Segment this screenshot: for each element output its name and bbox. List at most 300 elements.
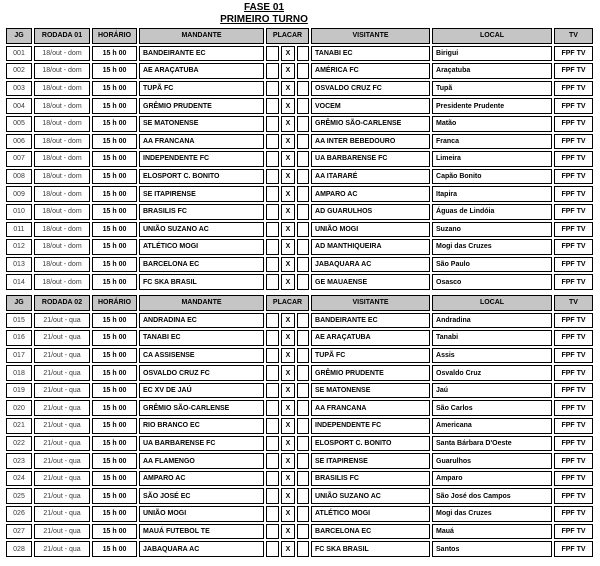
placar-x-cell: X [281, 524, 295, 540]
placar-x-cell: X [281, 63, 295, 79]
header-row [6, 28, 593, 44]
date-cell: 21/out - qua [34, 365, 90, 381]
date-cell: 21/out - qua [34, 348, 90, 364]
col-header-horario: HORÁRIO [92, 28, 137, 44]
local-cell: Itapira [432, 186, 552, 202]
placar-x-cell: X [281, 257, 295, 273]
date-cell: 21/out - qua [34, 400, 90, 416]
away-score-cell [297, 400, 309, 416]
match-row [6, 488, 593, 504]
tv-cell: FPF TV [554, 418, 593, 434]
home-score-cell [266, 436, 279, 452]
placar-x-cell: X [281, 330, 295, 346]
date-cell: 21/out - qua [34, 488, 90, 504]
placar-x-cell: X [281, 488, 295, 504]
home-team-cell: BARCELONA EC [139, 257, 264, 273]
home-team-cell: JABAQUARA AC [139, 541, 264, 557]
jg-cell: 024 [6, 471, 32, 487]
tv-cell: FPF TV [554, 63, 593, 79]
local-cell: Tanabi [432, 330, 552, 346]
jg-cell: 003 [6, 81, 32, 97]
home-team-cell: SÃO JOSÉ EC [139, 488, 264, 504]
date-cell: 21/out - qua [34, 471, 90, 487]
local-cell: Suzano [432, 222, 552, 238]
away-team-cell: ELOSPORT C. BONITO [311, 436, 430, 452]
jg-cell: 015 [6, 313, 32, 329]
home-score-cell [266, 541, 279, 557]
placar-x-cell: X [281, 541, 295, 557]
local-cell: Mogi das Cruzes [432, 506, 552, 522]
tv-cell: FPF TV [554, 436, 593, 452]
home-team-cell: INDEPENDENTE FC [139, 151, 264, 167]
match-row [6, 204, 593, 220]
jg-cell: 021 [6, 418, 32, 434]
date-cell: 21/out - qua [34, 418, 90, 434]
jg-cell: 001 [6, 46, 32, 62]
match-row [6, 222, 593, 238]
home-team-cell: ATLÉTICO MOGI [139, 239, 264, 255]
local-cell: Assis [432, 348, 552, 364]
tv-cell: FPF TV [554, 365, 593, 381]
tv-cell: FPF TV [554, 151, 593, 167]
local-cell: Capão Bonito [432, 169, 552, 185]
placar-x-cell: X [281, 313, 295, 329]
jg-cell: 023 [6, 453, 32, 469]
away-team-cell: VOCEM [311, 98, 430, 114]
match-row [6, 63, 593, 79]
away-team-cell: AD GUARULHOS [311, 204, 430, 220]
local-cell: Amparo [432, 471, 552, 487]
time-cell: 15 h 00 [92, 524, 137, 540]
date-cell: 21/out - qua [34, 436, 90, 452]
home-team-cell: MAUÁ FUTEBOL TE [139, 524, 264, 540]
away-score-cell [297, 471, 309, 487]
home-team-cell: AMPARO AC [139, 471, 264, 487]
rodada-01-table [4, 26, 595, 292]
away-score-cell [297, 116, 309, 132]
time-cell: 15 h 00 [92, 46, 137, 62]
placar-x-cell: X [281, 169, 295, 185]
col-header-horario: HORÁRIO [92, 295, 137, 311]
local-cell: Guarulhos [432, 453, 552, 469]
col-header-rodada: RODADA 02 [34, 295, 90, 311]
away-team-cell: GE MAUAENSE [311, 274, 430, 290]
match-row [6, 330, 593, 346]
away-team-cell: JABAQUARA AC [311, 257, 430, 273]
match-row [6, 239, 593, 255]
tv-cell: FPF TV [554, 134, 593, 150]
home-score-cell [266, 46, 279, 62]
home-score-cell [266, 222, 279, 238]
home-score-cell [266, 418, 279, 434]
date-cell: 18/out - dom [34, 222, 90, 238]
away-score-cell [297, 313, 309, 329]
placar-x-cell: X [281, 151, 295, 167]
home-team-cell: UNIÃO SUZANO AC [139, 222, 264, 238]
jg-cell: 027 [6, 524, 32, 540]
tv-cell: FPF TV [554, 471, 593, 487]
jg-cell: 026 [6, 506, 32, 522]
jg-cell: 013 [6, 257, 32, 273]
col-header-placar: PLACAR [266, 295, 309, 311]
jg-cell: 011 [6, 222, 32, 238]
title-fase: FASE 01 [243, 2, 285, 13]
jg-cell: 016 [6, 330, 32, 346]
away-score-cell [297, 257, 309, 273]
home-team-cell: RIO BRANCO EC [139, 418, 264, 434]
match-row [6, 524, 593, 540]
col-header-local: LOCAL [432, 28, 552, 44]
tv-cell: FPF TV [554, 186, 593, 202]
col-header-rodada: RODADA 01 [34, 28, 90, 44]
home-score-cell [266, 169, 279, 185]
date-cell: 18/out - dom [34, 63, 90, 79]
home-team-cell: CA ASSISENSE [139, 348, 264, 364]
away-team-cell: OSVALDO CRUZ FC [311, 81, 430, 97]
tv-cell: FPF TV [554, 222, 593, 238]
home-team-cell: FC SKA BRASIL [139, 274, 264, 290]
placar-x-cell: X [281, 204, 295, 220]
jg-cell: 025 [6, 488, 32, 504]
date-cell: 18/out - dom [34, 257, 90, 273]
away-score-cell [297, 436, 309, 452]
date-cell: 21/out - qua [34, 453, 90, 469]
home-team-cell: EC XV DE JAÚ [139, 383, 264, 399]
away-score-cell [297, 98, 309, 114]
rodada-02-table [4, 293, 595, 559]
home-team-cell: UA BARBARENSE FC [139, 436, 264, 452]
match-row [6, 313, 593, 329]
away-score-cell [297, 383, 309, 399]
match-row [6, 151, 593, 167]
home-team-cell: AE ARAÇATUBA [139, 63, 264, 79]
match-row [6, 383, 593, 399]
date-cell: 18/out - dom [34, 169, 90, 185]
time-cell: 15 h 00 [92, 222, 137, 238]
placar-x-cell: X [281, 348, 295, 364]
date-cell: 18/out - dom [34, 151, 90, 167]
time-cell: 15 h 00 [92, 400, 137, 416]
local-cell: Birigui [432, 46, 552, 62]
match-row [6, 169, 593, 185]
home-team-cell: ANDRADINA EC [139, 313, 264, 329]
local-cell: São Paulo [432, 257, 552, 273]
date-cell: 21/out - qua [34, 330, 90, 346]
time-cell: 15 h 00 [92, 257, 137, 273]
away-team-cell: AD MANTHIQUEIRA [311, 239, 430, 255]
placar-x-cell: X [281, 453, 295, 469]
time-cell: 15 h 00 [92, 204, 137, 220]
col-header-jg: JG [6, 295, 32, 311]
date-cell: 21/out - qua [34, 506, 90, 522]
home-team-cell: SE MATONENSE [139, 116, 264, 132]
placar-x-cell: X [281, 471, 295, 487]
placar-x-cell: X [281, 239, 295, 255]
page-title [0, 0, 528, 26]
home-score-cell [266, 116, 279, 132]
local-cell: Osvaldo Cruz [432, 365, 552, 381]
placar-x-cell: X [281, 383, 295, 399]
away-team-cell: BANDEIRANTE EC [311, 313, 430, 329]
match-row [6, 134, 593, 150]
away-score-cell [297, 348, 309, 364]
away-team-cell: AMÉRICA FC [311, 63, 430, 79]
away-score-cell [297, 46, 309, 62]
jg-cell: 002 [6, 63, 32, 79]
away-team-cell: AA INTER BEBEDOURO [311, 134, 430, 150]
placar-x-cell: X [281, 506, 295, 522]
local-cell: São José dos Campos [432, 488, 552, 504]
jg-cell: 005 [6, 116, 32, 132]
local-cell: Americana [432, 418, 552, 434]
away-score-cell [297, 186, 309, 202]
tv-cell: FPF TV [554, 46, 593, 62]
local-cell: Presidente Prudente [432, 98, 552, 114]
col-header-placar: PLACAR [266, 28, 309, 44]
match-row [6, 274, 593, 290]
tv-cell: FPF TV [554, 274, 593, 290]
col-header-visitante: VISITANTE [311, 28, 430, 44]
time-cell: 15 h 00 [92, 134, 137, 150]
away-team-cell: BRASILIS FC [311, 471, 430, 487]
time-cell: 15 h 00 [92, 330, 137, 346]
local-cell: Jaú [432, 383, 552, 399]
away-score-cell [297, 204, 309, 220]
col-header-tv: TV [554, 28, 593, 44]
tv-cell: FPF TV [554, 488, 593, 504]
jg-cell: 020 [6, 400, 32, 416]
match-row [6, 116, 593, 132]
col-header-visitante: VISITANTE [311, 295, 430, 311]
time-cell: 15 h 00 [92, 116, 137, 132]
away-team-cell: AA ITARARÉ [311, 169, 430, 185]
time-cell: 15 h 00 [92, 98, 137, 114]
away-team-cell: UNIÃO SUZANO AC [311, 488, 430, 504]
placar-x-cell: X [281, 436, 295, 452]
away-team-cell: SE MATONENSE [311, 383, 430, 399]
time-cell: 15 h 00 [92, 239, 137, 255]
placar-x-cell: X [281, 116, 295, 132]
home-score-cell [266, 330, 279, 346]
local-cell: Osasco [432, 274, 552, 290]
placar-x-cell: X [281, 81, 295, 97]
away-score-cell [297, 330, 309, 346]
placar-x-cell: X [281, 98, 295, 114]
away-score-cell [297, 239, 309, 255]
home-score-cell [266, 524, 279, 540]
local-cell: Santos [432, 541, 552, 557]
match-row [6, 186, 593, 202]
local-cell: Andradina [432, 313, 552, 329]
home-team-cell: UNIÃO MOGI [139, 506, 264, 522]
tv-cell: FPF TV [554, 169, 593, 185]
local-cell: Araçatuba [432, 63, 552, 79]
home-score-cell [266, 506, 279, 522]
away-score-cell [297, 506, 309, 522]
away-score-cell [297, 541, 309, 557]
home-team-cell: OSVALDO CRUZ FC [139, 365, 264, 381]
match-row [6, 46, 593, 62]
away-team-cell: INDEPENDENTE FC [311, 418, 430, 434]
tv-cell: FPF TV [554, 506, 593, 522]
away-team-cell: BARCELONA EC [311, 524, 430, 540]
home-team-cell: AA FLAMENGO [139, 453, 264, 469]
placar-x-cell: X [281, 46, 295, 62]
jg-cell: 008 [6, 169, 32, 185]
home-team-cell: BANDEIRANTE EC [139, 46, 264, 62]
local-cell: Tupã [432, 81, 552, 97]
local-cell: Santa Bárbara D'Oeste [432, 436, 552, 452]
jg-cell: 006 [6, 134, 32, 150]
jg-cell: 019 [6, 383, 32, 399]
time-cell: 15 h 00 [92, 488, 137, 504]
away-score-cell [297, 169, 309, 185]
time-cell: 15 h 00 [92, 151, 137, 167]
away-team-cell: SE ITAPIRENSE [311, 453, 430, 469]
away-team-cell: AE ARAÇATUBA [311, 330, 430, 346]
away-score-cell [297, 365, 309, 381]
date-cell: 21/out - qua [34, 541, 90, 557]
time-cell: 15 h 00 [92, 436, 137, 452]
tv-cell: FPF TV [554, 204, 593, 220]
away-team-cell: UNIÃO MOGI [311, 222, 430, 238]
match-row [6, 81, 593, 97]
away-team-cell: GRÊMIO SÃO-CARLENSE [311, 116, 430, 132]
jg-cell: 004 [6, 98, 32, 114]
jg-cell: 028 [6, 541, 32, 557]
tv-cell: FPF TV [554, 81, 593, 97]
tv-cell: FPF TV [554, 330, 593, 346]
home-score-cell [266, 488, 279, 504]
jg-cell: 012 [6, 239, 32, 255]
away-team-cell: AMPARO AC [311, 186, 430, 202]
tv-cell: FPF TV [554, 348, 593, 364]
local-cell: Limeira [432, 151, 552, 167]
home-score-cell [266, 400, 279, 416]
match-row [6, 98, 593, 114]
placar-x-cell: X [281, 134, 295, 150]
home-score-cell [266, 348, 279, 364]
local-cell: Águas de Lindóia [432, 204, 552, 220]
home-team-cell: GRÊMIO SÃO-CARLENSE [139, 400, 264, 416]
home-score-cell [266, 63, 279, 79]
local-cell: Matão [432, 116, 552, 132]
match-row [6, 471, 593, 487]
tv-cell: FPF TV [554, 313, 593, 329]
tv-cell: FPF TV [554, 453, 593, 469]
jg-cell: 017 [6, 348, 32, 364]
date-cell: 18/out - dom [34, 274, 90, 290]
away-team-cell: TANABI EC [311, 46, 430, 62]
match-row [6, 453, 593, 469]
away-team-cell: ATLÉTICO MOGI [311, 506, 430, 522]
date-cell: 18/out - dom [34, 134, 90, 150]
home-score-cell [266, 365, 279, 381]
date-cell: 18/out - dom [34, 239, 90, 255]
match-row [6, 506, 593, 522]
time-cell: 15 h 00 [92, 383, 137, 399]
placar-x-cell: X [281, 418, 295, 434]
tv-cell: FPF TV [554, 98, 593, 114]
time-cell: 15 h 00 [92, 541, 137, 557]
away-score-cell [297, 63, 309, 79]
away-score-cell [297, 418, 309, 434]
away-score-cell [297, 222, 309, 238]
match-row [6, 541, 593, 557]
jg-cell: 018 [6, 365, 32, 381]
local-cell: Mogi das Cruzes [432, 239, 552, 255]
jg-cell: 010 [6, 204, 32, 220]
home-score-cell [266, 257, 279, 273]
home-score-cell [266, 81, 279, 97]
home-team-cell: GRÊMIO PRUDENTE [139, 98, 264, 114]
placar-x-cell: X [281, 365, 295, 381]
col-header-mandante: MANDANTE [139, 28, 264, 44]
tv-cell: FPF TV [554, 116, 593, 132]
home-team-cell: AA FRANCANA [139, 134, 264, 150]
date-cell: 21/out - qua [34, 313, 90, 329]
time-cell: 15 h 00 [92, 348, 137, 364]
away-score-cell [297, 274, 309, 290]
placar-x-cell: X [281, 400, 295, 416]
match-row [6, 348, 593, 364]
match-row [6, 365, 593, 381]
away-team-cell: TUPÃ FC [311, 348, 430, 364]
away-score-cell [297, 81, 309, 97]
jg-cell: 007 [6, 151, 32, 167]
col-header-jg: JG [6, 28, 32, 44]
header-row [6, 295, 593, 311]
tv-cell: FPF TV [554, 541, 593, 557]
time-cell: 15 h 00 [92, 506, 137, 522]
date-cell: 18/out - dom [34, 98, 90, 114]
time-cell: 15 h 00 [92, 453, 137, 469]
time-cell: 15 h 00 [92, 365, 137, 381]
date-cell: 18/out - dom [34, 204, 90, 220]
tv-cell: FPF TV [554, 383, 593, 399]
home-team-cell: BRASILIS FC [139, 204, 264, 220]
home-score-cell [266, 204, 279, 220]
date-cell: 18/out - dom [34, 81, 90, 97]
home-team-cell: TANABI EC [139, 330, 264, 346]
date-cell: 21/out - qua [34, 383, 90, 399]
away-team-cell: GRÊMIO PRUDENTE [311, 365, 430, 381]
date-cell: 18/out - dom [34, 46, 90, 62]
jg-cell: 014 [6, 274, 32, 290]
tv-cell: FPF TV [554, 257, 593, 273]
local-cell: Franca [432, 134, 552, 150]
jg-cell: 009 [6, 186, 32, 202]
date-cell: 18/out - dom [34, 186, 90, 202]
home-score-cell [266, 98, 279, 114]
away-score-cell [297, 524, 309, 540]
home-score-cell [266, 239, 279, 255]
away-score-cell [297, 453, 309, 469]
time-cell: 15 h 00 [92, 471, 137, 487]
match-row [6, 436, 593, 452]
away-score-cell [297, 488, 309, 504]
placar-x-cell: X [281, 186, 295, 202]
away-score-cell [297, 134, 309, 150]
local-cell: Mauá [432, 524, 552, 540]
title-turno: PRIMEIRO TURNO [220, 14, 308, 25]
date-cell: 21/out - qua [34, 524, 90, 540]
home-team-cell: TUPÃ FC [139, 81, 264, 97]
time-cell: 15 h 00 [92, 63, 137, 79]
home-score-cell [266, 274, 279, 290]
tv-cell: FPF TV [554, 239, 593, 255]
local-cell: São Carlos [432, 400, 552, 416]
